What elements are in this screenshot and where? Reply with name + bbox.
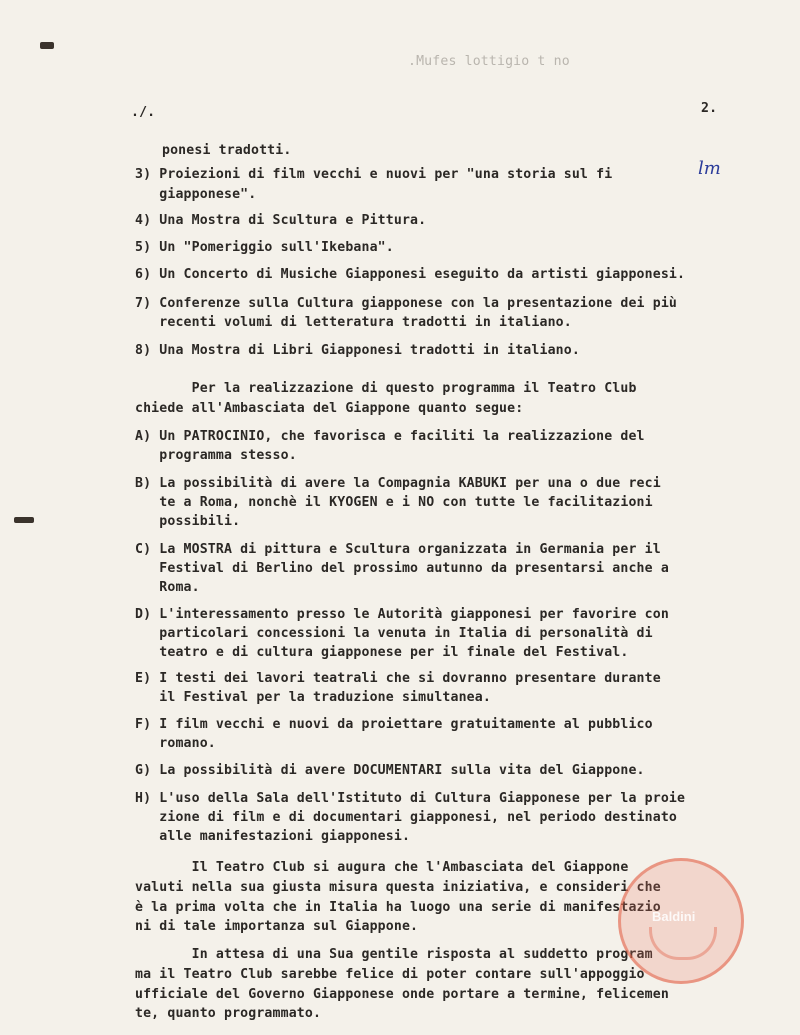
text-line: Il Teatro Club si augura che l'Ambasciata del Giappone <box>135 860 629 875</box>
text-line: Festival di Berlino del prossimo autunno da presentarsi anche a <box>135 561 669 576</box>
text-line: 3) Proiezioni di film vecchi e nuovi per "una storia sul fi <box>135 167 613 182</box>
text-line: possibili. <box>135 514 241 529</box>
text-line: te a Roma, nonchè il KYOGEN e i NO con tutte le facilitazioni <box>135 495 653 510</box>
text-line: chiede all'Ambasciata del Giappone quanto segue: <box>135 401 524 416</box>
text-line: A) Un PATROCINIO, che favorisca e faciliti la realizzazione del <box>135 429 645 444</box>
text-line: G) La possibilità di avere DOCUMENTARI sulla vita del Giappone. <box>135 763 645 778</box>
text-line: In attesa di una Sua gentile risposta al suddetto program <box>135 947 653 962</box>
text-line: giapponese". <box>135 187 257 202</box>
text-line: il Festival per la traduzione simultanea. <box>135 690 491 705</box>
stamp-emblem <box>649 927 717 960</box>
ink-mark <box>14 517 34 523</box>
text-line: 6) Un Concerto di Musiche Giapponesi eseguito da artisti giapponesi. <box>135 267 686 282</box>
text-line: Per la realizzazione di questo programma il Teatro Club <box>135 381 637 396</box>
text-line: C) La MOSTRA di pittura e Scultura organizzata in Germania per il <box>135 542 661 557</box>
text-line: te, quanto programmato. <box>135 1006 322 1021</box>
text-line: particolari concessioni la venuta in Italia di personalità di <box>135 626 653 641</box>
text-line: romano. <box>135 736 216 751</box>
text-line: teatro e di cultura giapponese per il finale del Festival. <box>135 645 629 660</box>
faint-header-text: .Mufes lottigio t no <box>408 54 570 69</box>
text-line: programma stesso. <box>135 448 297 463</box>
text-line: 8) Una Mostra di Libri Giapponesi tradotti in italiano. <box>135 343 580 358</box>
text-line: zione di film e di documentari giapponesi, nel periodo destinato <box>135 810 677 825</box>
text-line: H) L'uso della Sala dell'Istituto di Cultura Giapponese per la proie <box>135 791 686 806</box>
continuation-mark: ./. <box>131 105 156 120</box>
text-line: ponesi tradotti. <box>162 143 292 158</box>
text-line: B) La possibilità di avere la Compagnia KABUKI per una o due reci <box>135 476 661 491</box>
text-line: è la prima volta che in Italia ha luogo una serie di manifestazio <box>135 900 661 915</box>
handwritten-annotation: lm <box>698 158 721 179</box>
text-line: ma il Teatro Club sarebbe felice di poter contare sull'appoggio <box>135 967 645 982</box>
ink-mark <box>40 42 54 49</box>
stamp-label: Baldini <box>652 909 696 924</box>
text-line: ufficiale del Governo Giapponese onde portare a termine, felicemen <box>135 987 669 1002</box>
text-line: E) I testi dei lavori teatrali che si dovranno presentare durante <box>135 671 661 686</box>
text-line: D) L'interessamento presso le Autorità giapponesi per favorire con <box>135 607 669 622</box>
text-line: valuti nella sua giusta misura questa iniziativa, e consideri che <box>135 880 661 895</box>
text-line: Roma. <box>135 580 200 595</box>
text-line: 7) Conferenze sulla Cultura giapponese con la presentazione dei più <box>135 296 677 311</box>
text-line: recenti volumi di letteratura tradotti in italiano. <box>135 315 572 330</box>
archive-stamp <box>618 858 744 984</box>
page-number: 2. <box>701 101 718 116</box>
text-line: 4) Una Mostra di Scultura e Pittura. <box>135 213 427 228</box>
text-line: F) I film vecchi e nuovi da proiettare gratuitamente al pubblico <box>135 717 653 732</box>
text-line: alle manifestazioni giapponesi. <box>135 829 411 844</box>
text-line: ni di tale importanza sul Giappone. <box>135 919 419 934</box>
text-line: 5) Un "Pomeriggio sull'Ikebana". <box>135 240 394 255</box>
